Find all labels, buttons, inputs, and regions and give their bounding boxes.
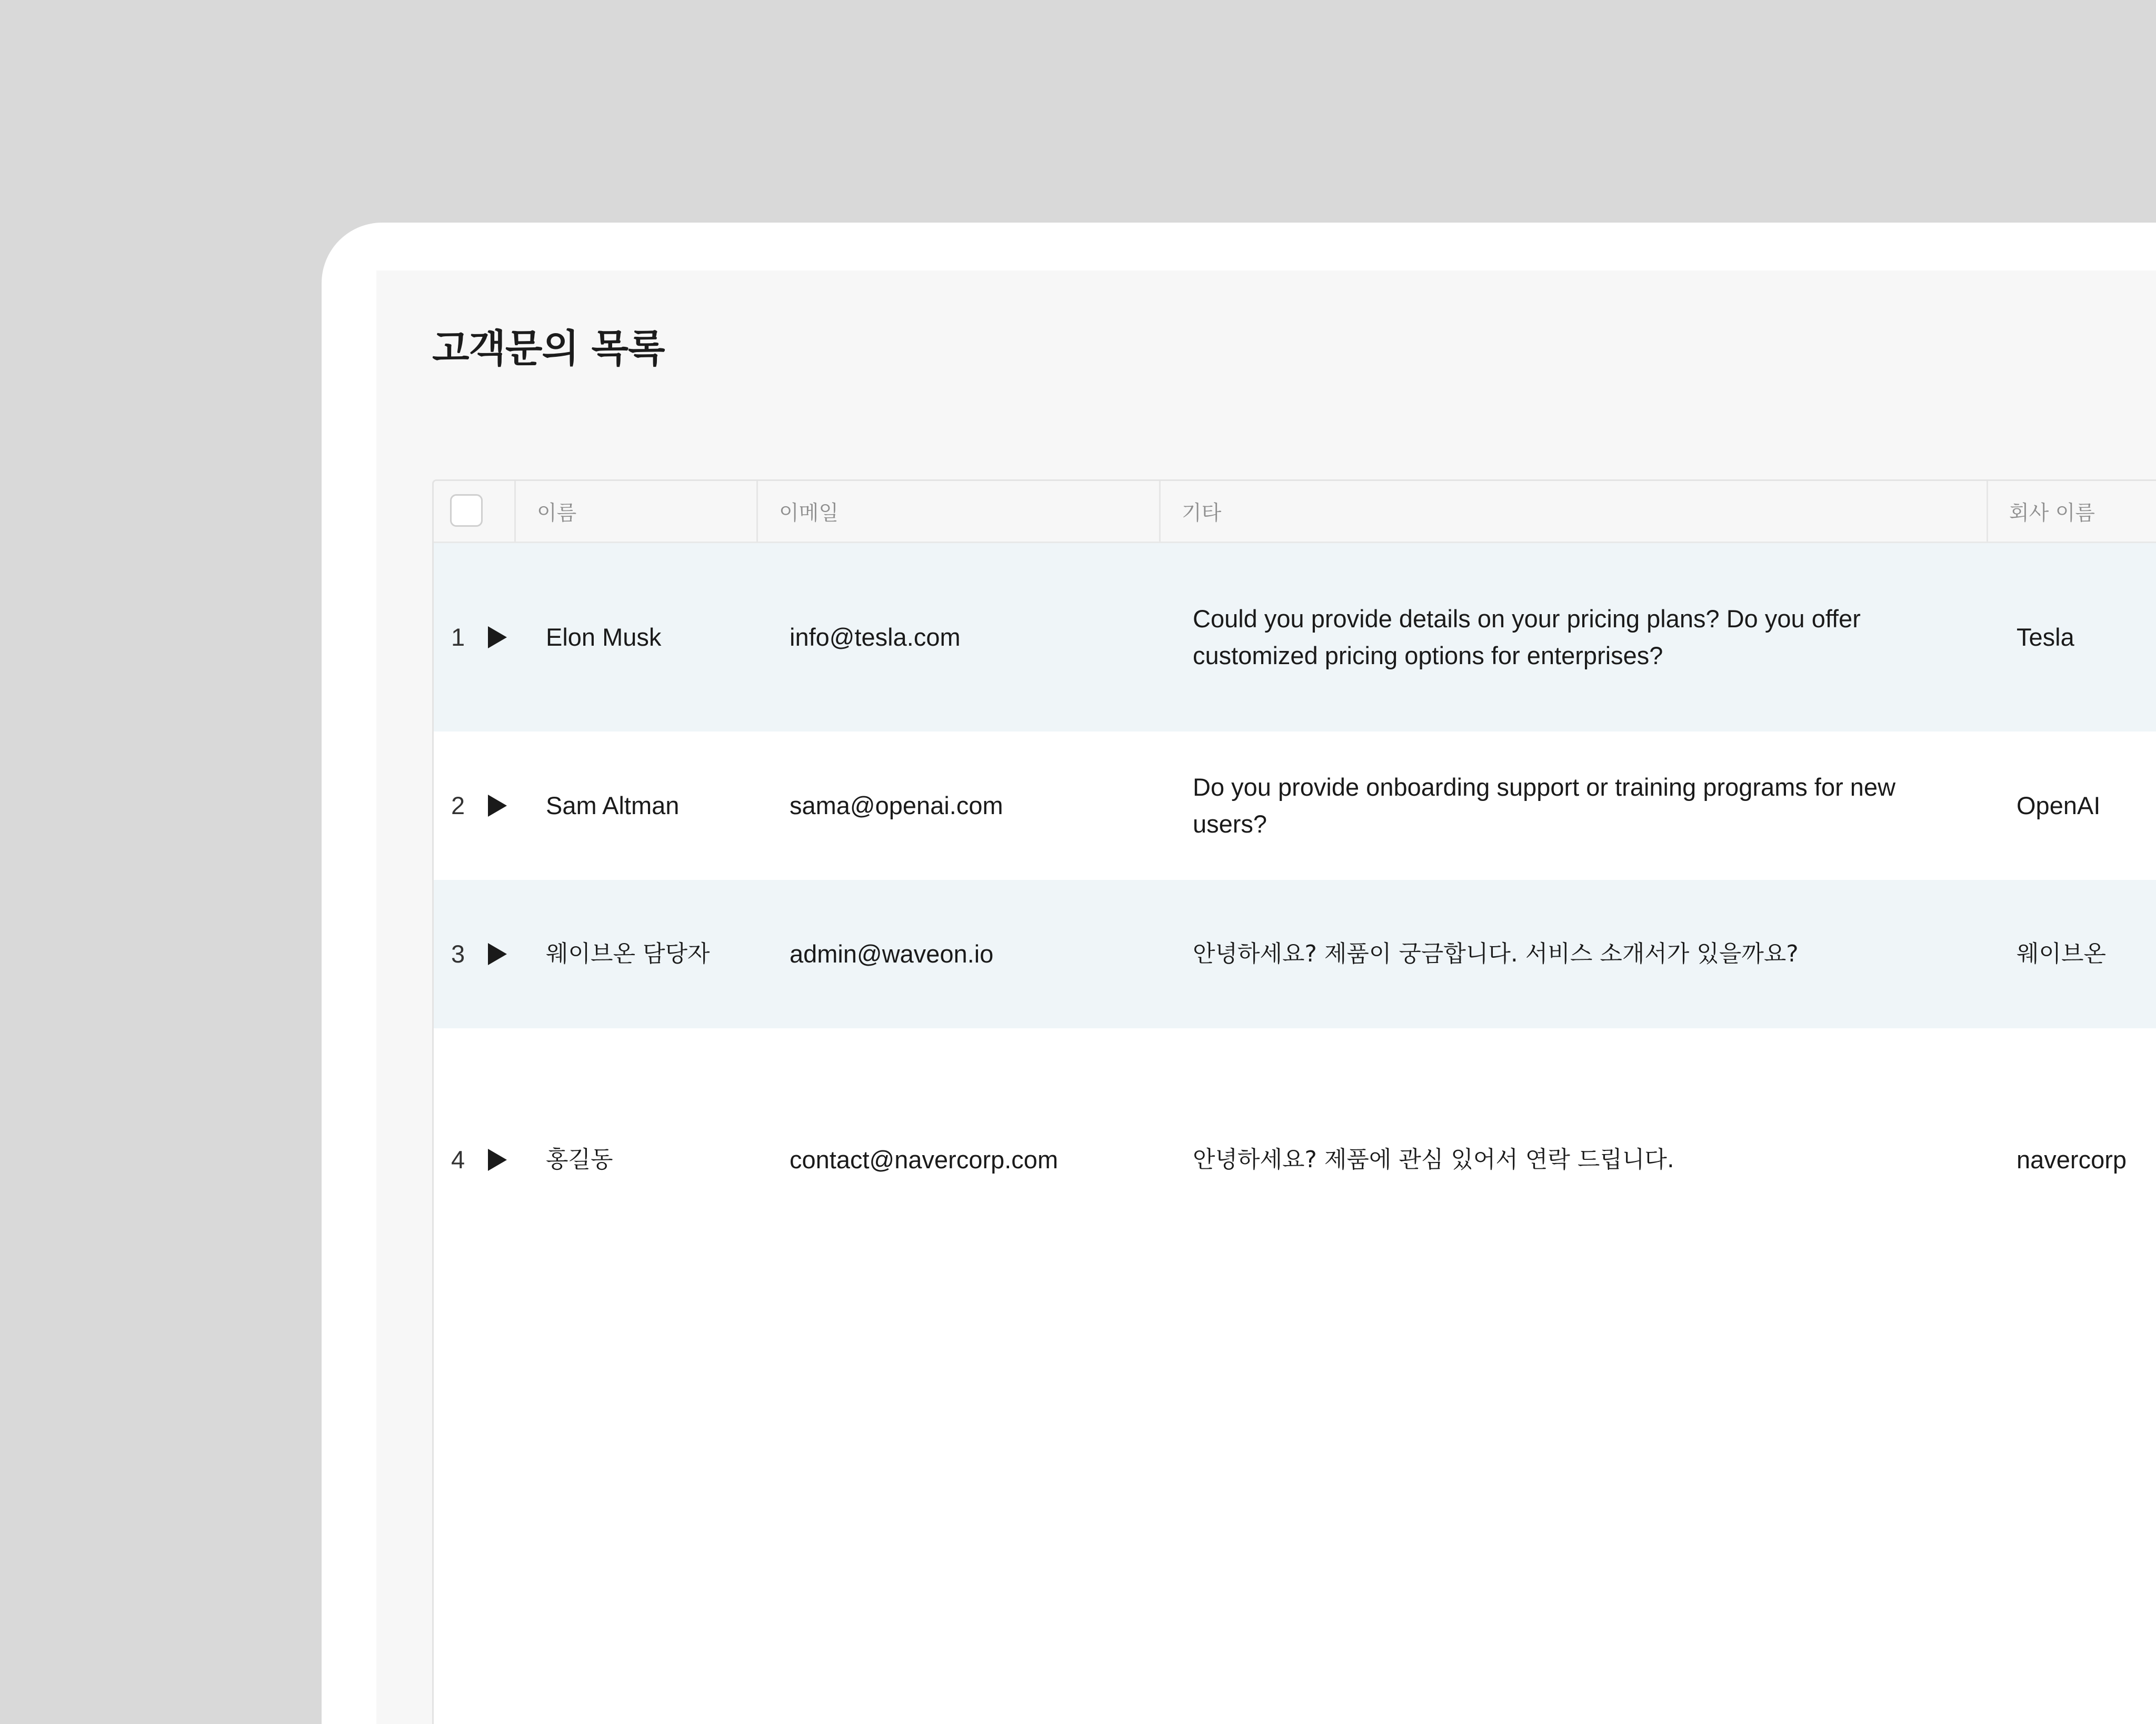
column-header-company[interactable]: 회사 이름 <box>1987 481 2156 542</box>
column-header-email[interactable]: 이메일 <box>756 481 1159 542</box>
company-name: 웨이브온 <box>2017 940 2107 967</box>
customer-name: Sam Altman <box>546 791 680 819</box>
column-header-name[interactable]: 이름 <box>514 481 756 542</box>
table-row[interactable] <box>434 543 2156 731</box>
column-header-message[interactable]: 기타 <box>1159 481 1987 542</box>
row-index: 4 <box>451 1145 465 1174</box>
row-index: 1 <box>451 623 465 651</box>
table-row[interactable] <box>434 1028 2156 1291</box>
customer-email: info@tesla.com <box>790 623 961 651</box>
customer-name: Elon Musk <box>546 623 662 651</box>
row-index: 2 <box>451 791 465 819</box>
customer-email: sama@openai.com <box>790 791 1003 819</box>
row-index: 3 <box>451 939 465 968</box>
expand-row-icon[interactable] <box>488 795 507 817</box>
customer-email: contact@navercorp.com <box>790 1145 1059 1174</box>
table-header <box>434 481 2156 543</box>
customer-message: 안녕하세요? 제품이 궁금합니다. 서비스 소개서가 있을까요? <box>1193 940 1799 967</box>
expand-row-icon[interactable] <box>488 943 507 965</box>
page-title: 고객문의 목록 <box>432 326 665 371</box>
app-screen <box>376 270 2156 1724</box>
customer-name: 홍길동 <box>546 1146 613 1173</box>
inquiry-table <box>432 479 2156 1724</box>
customer-name: 웨이브온 담당자 <box>546 940 710 967</box>
expand-row-icon[interactable] <box>488 626 507 648</box>
customer-email: admin@waveon.io <box>790 939 994 968</box>
company-name: navercorp <box>2017 1145 2127 1174</box>
customer-message: Do you provide onboarding support or training programs for new users? <box>1193 773 1896 838</box>
select-all-checkbox[interactable] <box>450 494 483 527</box>
customer-message: 안녕하세요? 제품에 관심 있어서 연락 드립니다. <box>1193 1146 1674 1173</box>
expand-row-icon[interactable] <box>488 1149 507 1171</box>
company-name: Tesla <box>2017 623 2074 651</box>
company-name: OpenAI <box>2017 791 2101 819</box>
table-row[interactable] <box>434 731 2156 880</box>
customer-message: Could you provide details on your pricing plans? Do you offer customized pricing options for enterprises? <box>1193 605 1861 669</box>
device-frame <box>322 223 2156 1724</box>
table-row[interactable] <box>434 880 2156 1028</box>
